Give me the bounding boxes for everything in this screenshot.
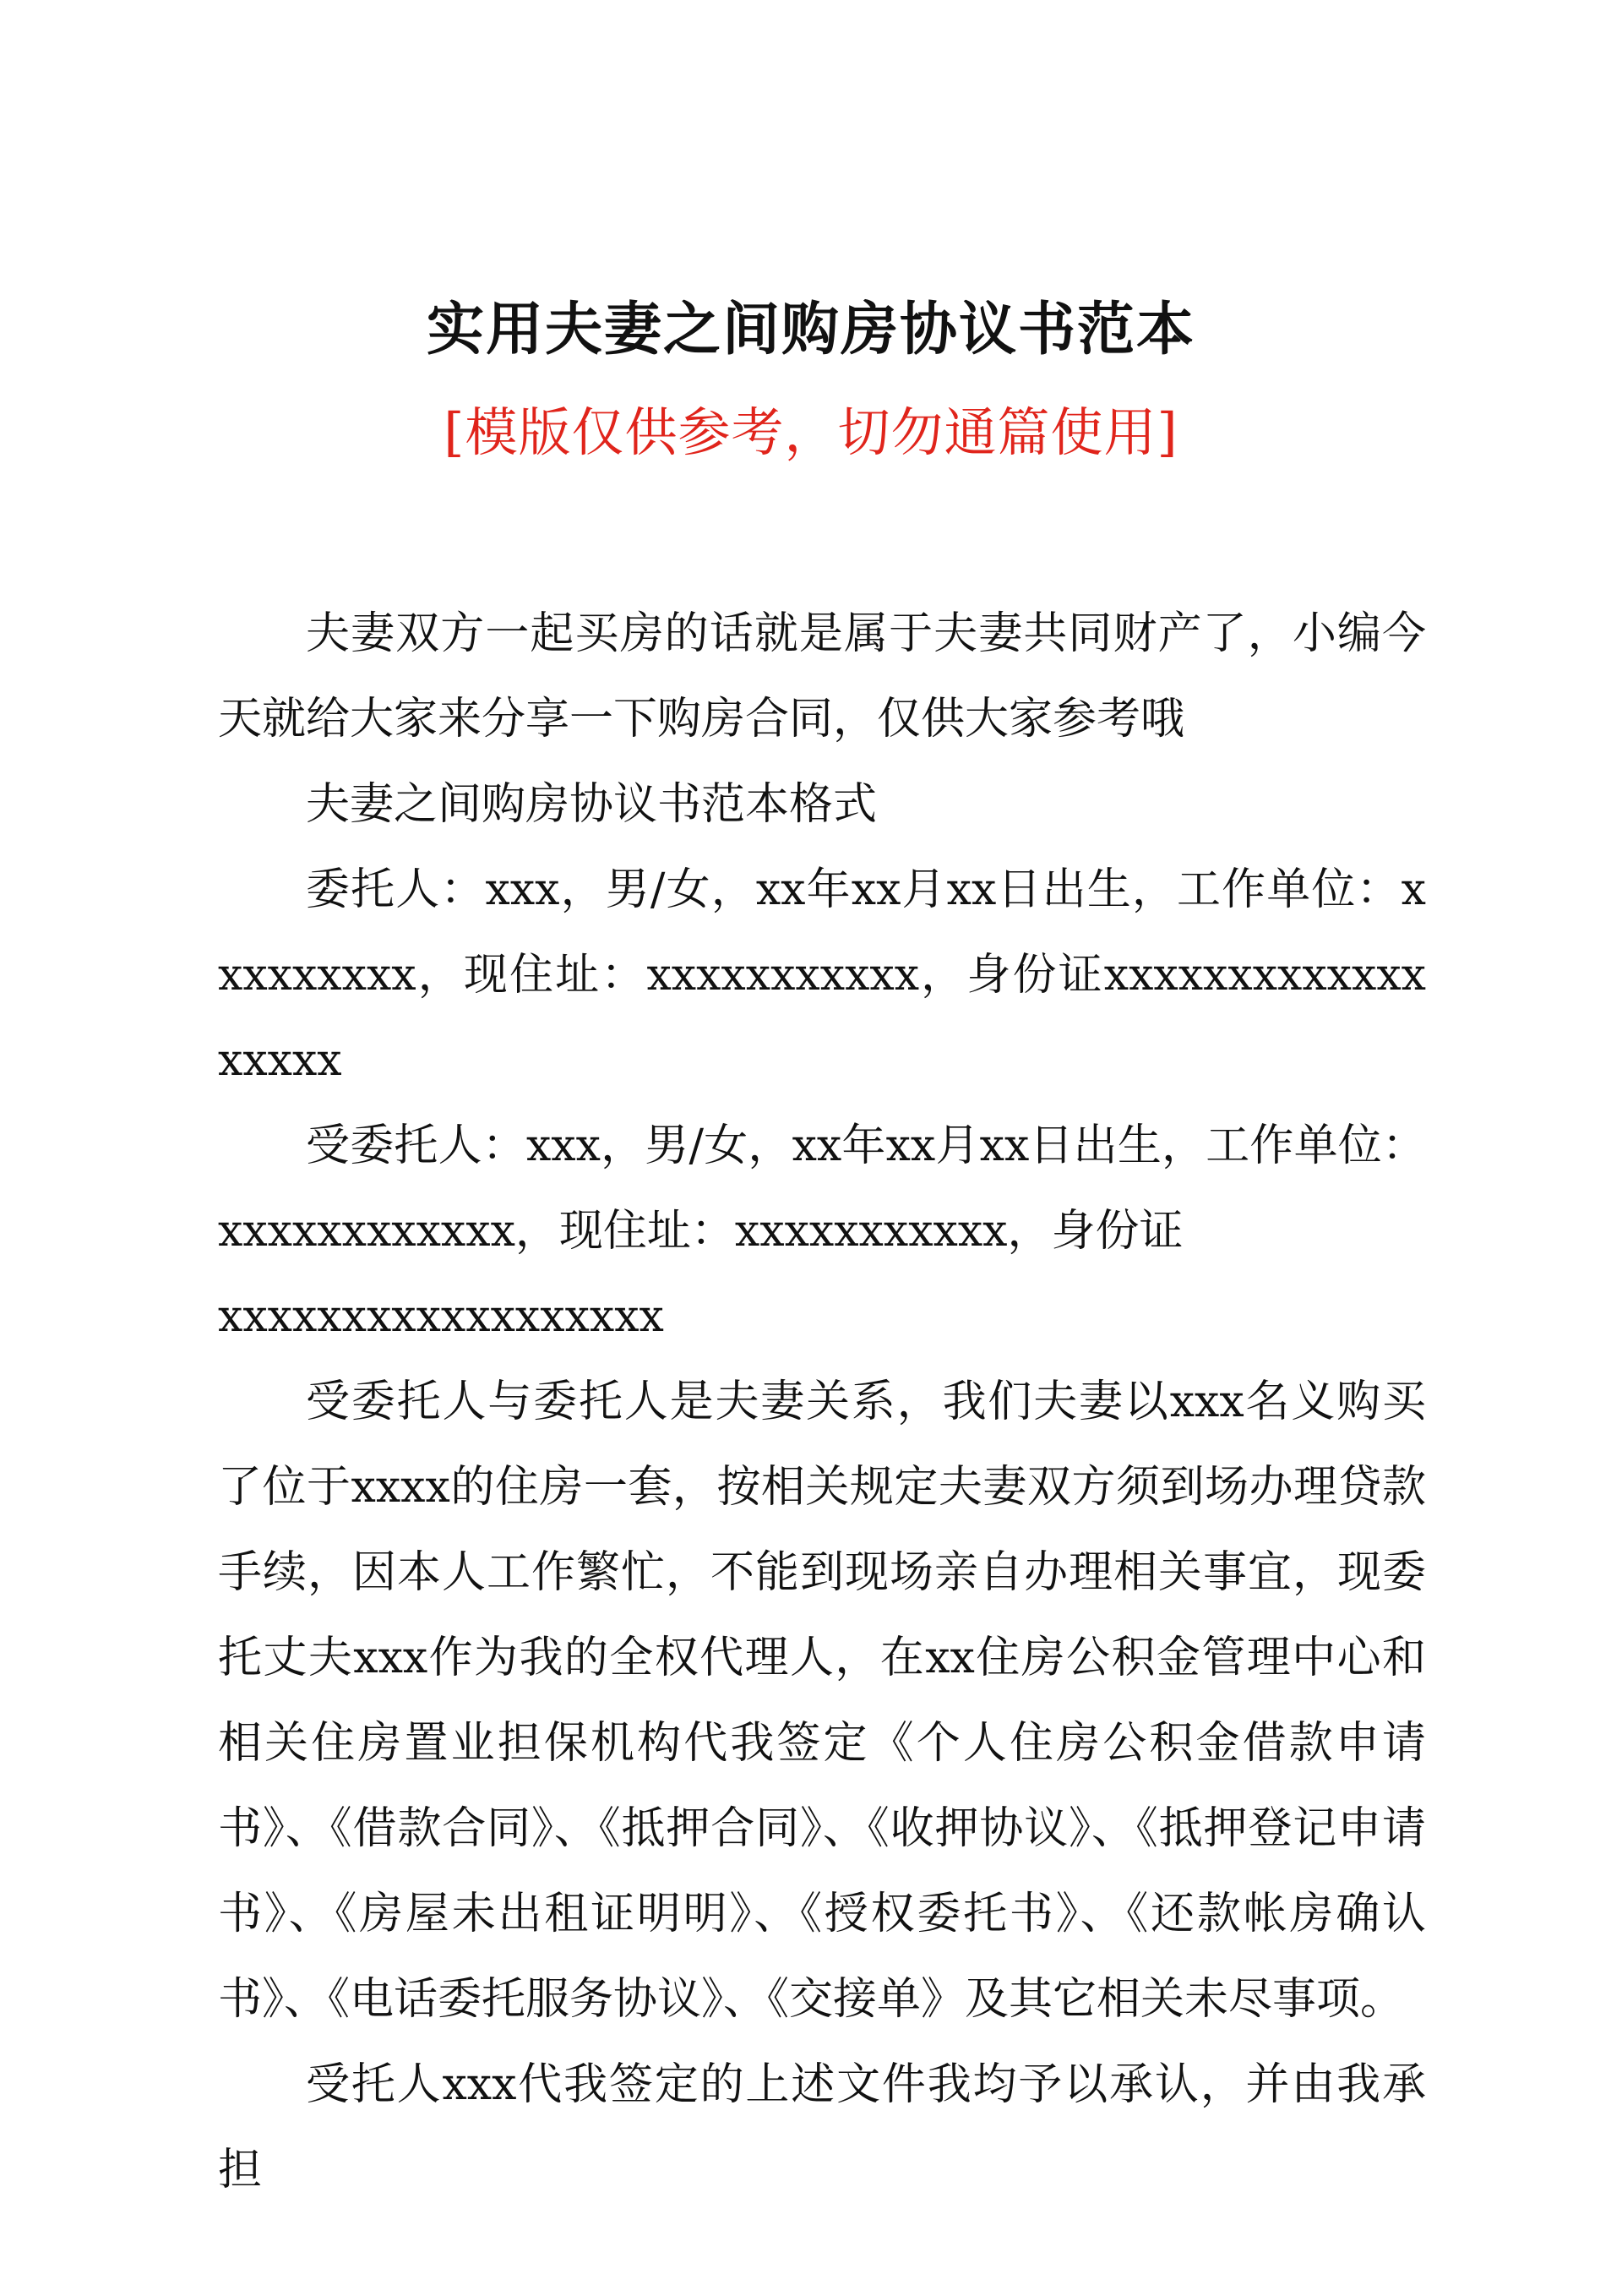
agent-info: 受委托人：xxx，男/女，xx年xx月xx日出生，工作单位：xxxxxxxxxxxx，现住址：xxxxxxxxxxx，身份证 [218,1121,1426,1257]
document-body [218,592,1426,2213]
acknowledgement-paragraph: 受托人xxx代我签定的上述文件我均予以承认，并由我承担 [218,2059,1426,2195]
intro-paragraph: 夫妻双方一起买房的话就是属于夫妻共同财产了，小编今天就给大家来分享一下购房合同，仅供大家参考哦 [218,608,1426,744]
template-disclaimer: [模版仅供参考，切勿通篇使用] [444,401,1178,463]
authorization-paragraph: 受委托人与委托人是夫妻关系，我们夫妻以xxx名义购买了位于xxxx的住房一套，按相关规定夫妻双方须到场办理贷款手续，因本人工作繁忙，不能到现场亲自办理相关事宜，现委托丈夫xxx作为我的全权代理人，在xx住房公积金管理中心和相关住房置业担保机构代我签定《个人住房公积金借款申请书》、《借款合同》、《抵押合同》、《收押协议》、《抵押登记申请书》、《房屋未出租证明明》、《授权委托书》、《还款帐房确认书》、《电话委托服务协议》、《交接单》及其它相关未尽事项。 [218,1377,1426,2025]
agent-id-number: xxxxxxxxxxxxxxxxxx [218,1291,664,1342]
format-heading: 夫妻之间购房协议书范本格式 [306,779,878,830]
principal-info: 委托人：xxx，男/女，xx年xx月xx日出生，工作单位：xxxxxxxxx，现住址：xxxxxxxxxxx，身份证xxxxxxxxxxxxxxxxxx [218,864,1426,1086]
document-title: 实用夫妻之间购房协议书范本 [426,296,1195,363]
